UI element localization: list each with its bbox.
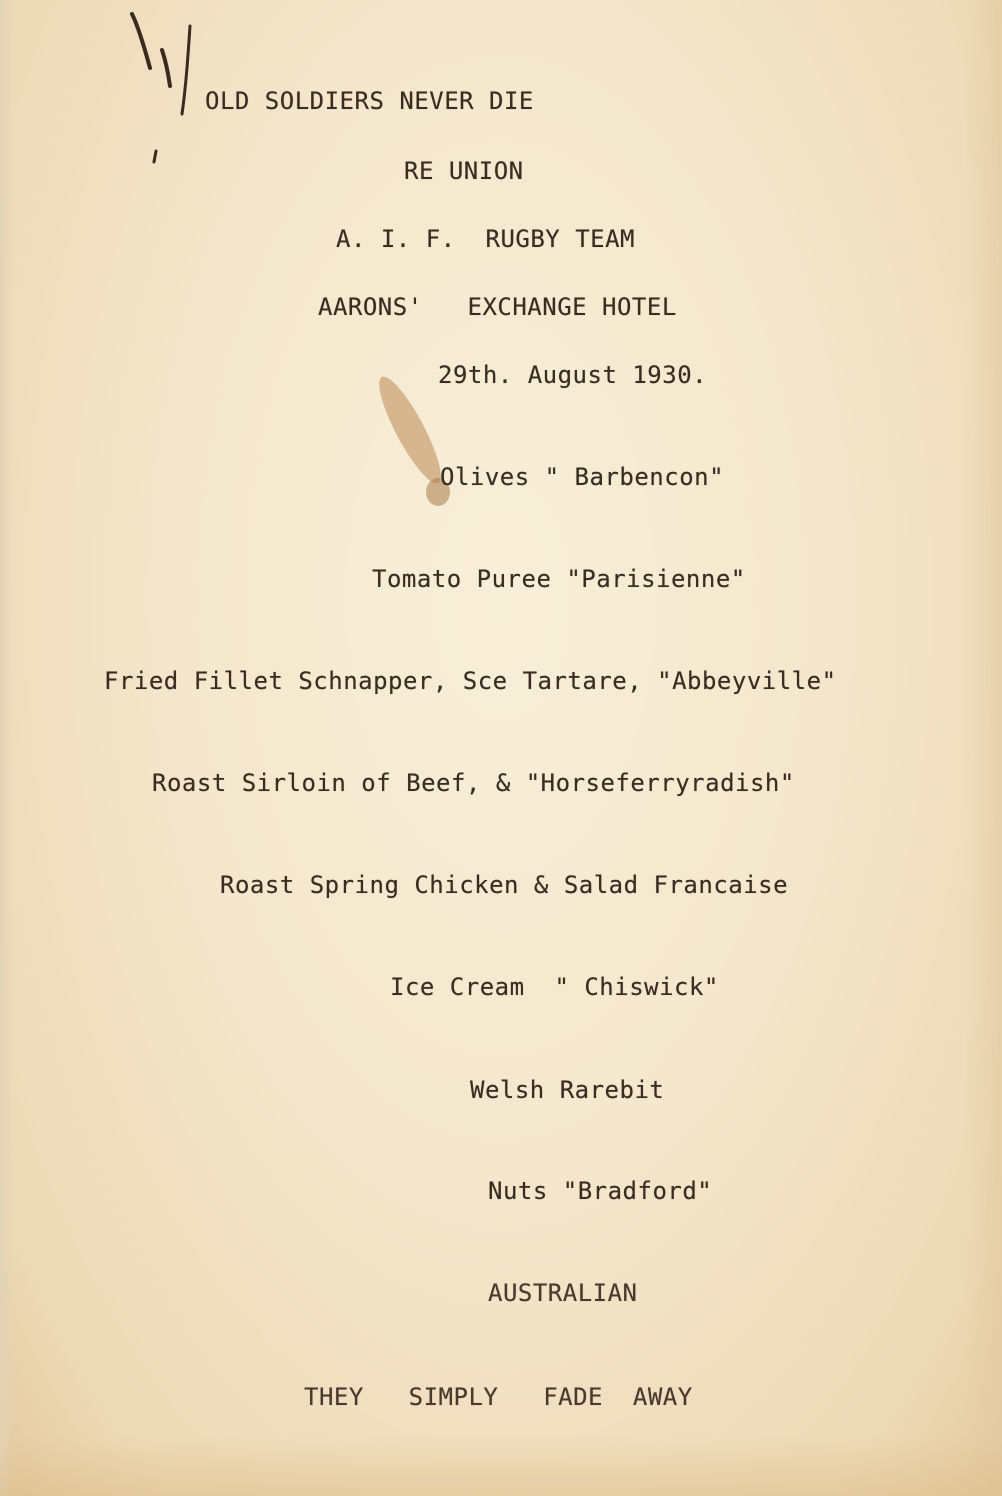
course-item: Fried Fillet Schnapper, Sce Tartare, "Abbeyville": [104, 667, 837, 695]
venue-name: AARONS' EXCHANGE HOTEL: [318, 293, 677, 321]
course-item: Ice Cream " Chiswick": [390, 973, 719, 1001]
handwritten-tick-icon: [128, 6, 208, 176]
course-item: Tomato Puree "Parisienne": [372, 565, 746, 593]
team-name: A. I. F. RUGBY TEAM: [336, 225, 635, 253]
course-item: Nuts "Bradford": [488, 1177, 713, 1205]
course-item: Roast Sirloin of Beef, & "Horseferryradish": [152, 769, 795, 797]
course-item: AUSTRALIAN: [488, 1279, 638, 1307]
header-motto: OLD SOLDIERS NEVER DIE: [205, 87, 534, 115]
event-date: 29th. August 1930.: [438, 361, 708, 389]
event-title: RE UNION: [404, 157, 524, 185]
paper-edge-left: [0, 0, 14, 1496]
paper-edge-bottom: [0, 1436, 1002, 1496]
footer-motto: THEY SIMPLY FADE AWAY: [304, 1383, 693, 1411]
paper-edge-right: [962, 0, 1002, 1496]
course-item: Roast Spring Chicken & Salad Francaise: [220, 871, 789, 899]
course-item: Welsh Rarebit: [470, 1076, 665, 1104]
course-item: Olives " Barbencon": [440, 463, 725, 491]
